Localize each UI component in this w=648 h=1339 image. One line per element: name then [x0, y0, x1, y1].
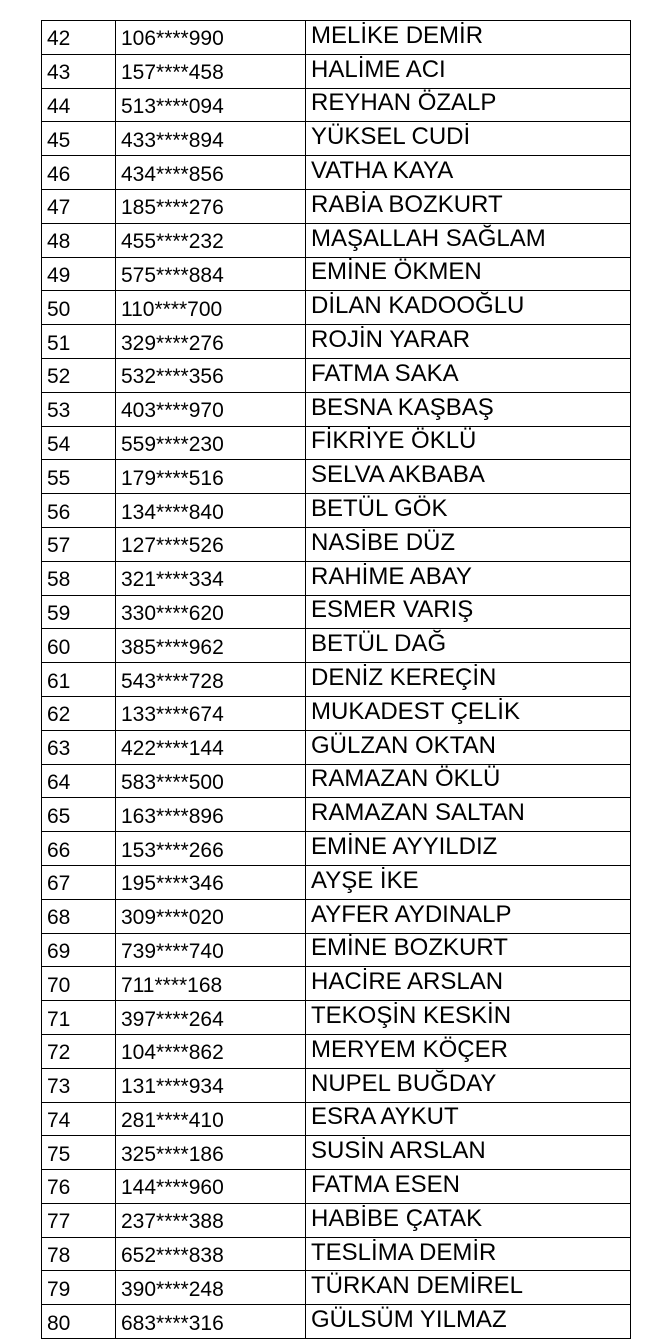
table-row — [42, 663, 631, 697]
table-row — [42, 392, 631, 426]
masked-id-cell: 281****410 — [116, 1102, 306, 1136]
row-number-cell: 69 — [42, 933, 116, 967]
masked-id-cell: 321****334 — [116, 561, 306, 595]
row-number-cell: 75 — [42, 1136, 116, 1170]
full-name-cell: EMİNE BOZKURT — [306, 933, 631, 967]
masked-id-cell: 583****500 — [116, 764, 306, 798]
full-name-cell: MERYEM KÖÇER — [306, 1034, 631, 1068]
full-name-cell: SELVA AKBABA — [306, 460, 631, 494]
table-row — [42, 696, 631, 730]
masked-id-cell: 433****894 — [116, 122, 306, 156]
full-name-cell: YÜKSEL CUDİ — [306, 122, 631, 156]
full-name-cell: FATMA SAKA — [306, 358, 631, 392]
table-row — [42, 595, 631, 629]
full-name-cell: GÜLSÜM YILMAZ — [306, 1305, 631, 1339]
masked-id-cell: 179****516 — [116, 460, 306, 494]
full-name-cell: NUPEL BUĞDAY — [306, 1068, 631, 1102]
row-number-cell: 48 — [42, 223, 116, 257]
full-name-cell: EMİNE AYYILDIZ — [306, 832, 631, 866]
table-row — [42, 257, 631, 291]
row-number-cell: 70 — [42, 967, 116, 1001]
table-row — [42, 1034, 631, 1068]
full-name-cell: TESLİMA DEMİR — [306, 1237, 631, 1271]
masked-id-cell: 330****620 — [116, 595, 306, 629]
masked-id-cell: 543****728 — [116, 663, 306, 697]
masked-id-cell: 397****264 — [116, 1001, 306, 1035]
full-name-cell: TEKOŞİN KESKİN — [306, 1001, 631, 1035]
table-row — [42, 1001, 631, 1035]
row-number-cell: 74 — [42, 1102, 116, 1136]
table-row — [42, 88, 631, 122]
table-row — [42, 291, 631, 325]
row-number-cell: 58 — [42, 561, 116, 595]
masked-id-cell: 739****740 — [116, 933, 306, 967]
row-number-cell: 47 — [42, 189, 116, 223]
table-row — [42, 156, 631, 190]
masked-id-cell: 185****276 — [116, 189, 306, 223]
full-name-cell: REYHAN ÖZALP — [306, 88, 631, 122]
masked-id-cell: 195****346 — [116, 865, 306, 899]
full-name-cell: RAMAZAN ÖKLÜ — [306, 764, 631, 798]
row-number-cell: 80 — [42, 1305, 116, 1339]
table-row — [42, 629, 631, 663]
row-number-cell: 43 — [42, 54, 116, 88]
row-number-cell: 46 — [42, 156, 116, 190]
row-number-cell: 60 — [42, 629, 116, 663]
row-number-cell: 73 — [42, 1068, 116, 1102]
table-row — [42, 1203, 631, 1237]
full-name-cell: DENİZ KEREÇİN — [306, 663, 631, 697]
masked-id-cell: 455****232 — [116, 223, 306, 257]
table-row — [42, 122, 631, 156]
full-name-cell: BESNA KAŞBAŞ — [306, 392, 631, 426]
full-name-cell: FİKRİYE ÖKLÜ — [306, 426, 631, 460]
table-row — [42, 832, 631, 866]
table-row — [42, 1068, 631, 1102]
table-row — [42, 1170, 631, 1204]
masked-id-cell: 513****094 — [116, 88, 306, 122]
masked-id-cell: 683****316 — [116, 1305, 306, 1339]
masked-id-cell: 652****838 — [116, 1237, 306, 1271]
table-row — [42, 1271, 631, 1305]
masked-id-cell: 309****020 — [116, 899, 306, 933]
full-name-cell: ROJİN YARAR — [306, 325, 631, 359]
full-name-cell: AYFER AYDINALP — [306, 899, 631, 933]
full-name-cell: TÜRKAN DEMİREL — [306, 1271, 631, 1305]
full-name-cell: RABİA BOZKURT — [306, 189, 631, 223]
full-name-cell: MUKADEST ÇELİK — [306, 696, 631, 730]
row-number-cell: 49 — [42, 257, 116, 291]
full-name-cell: GÜLZAN OKTAN — [306, 730, 631, 764]
full-name-cell: NASİBE DÜZ — [306, 527, 631, 561]
row-number-cell: 66 — [42, 832, 116, 866]
masked-id-cell: 106****990 — [116, 21, 306, 55]
full-name-cell: AYŞE İKE — [306, 865, 631, 899]
full-name-cell: FATMA ESEN — [306, 1170, 631, 1204]
row-number-cell: 71 — [42, 1001, 116, 1035]
masked-id-cell: 104****862 — [116, 1034, 306, 1068]
recipient-table-body — [42, 21, 631, 1339]
masked-id-cell: 131****934 — [116, 1068, 306, 1102]
table-row — [42, 223, 631, 257]
full-name-cell: ESRA AYKUT — [306, 1102, 631, 1136]
masked-id-cell: 157****458 — [116, 54, 306, 88]
masked-id-cell: 385****962 — [116, 629, 306, 663]
row-number-cell: 68 — [42, 899, 116, 933]
masked-id-cell: 559****230 — [116, 426, 306, 460]
masked-id-cell: 325****186 — [116, 1136, 306, 1170]
row-number-cell: 44 — [42, 88, 116, 122]
row-number-cell: 54 — [42, 426, 116, 460]
masked-id-cell: 403****970 — [116, 392, 306, 426]
row-number-cell: 45 — [42, 122, 116, 156]
table-row — [42, 426, 631, 460]
masked-id-cell: 575****884 — [116, 257, 306, 291]
table-row — [42, 494, 631, 528]
full-name-cell: BETÜL GÖK — [306, 494, 631, 528]
table-row — [42, 54, 631, 88]
row-number-cell: 52 — [42, 358, 116, 392]
row-number-cell: 67 — [42, 865, 116, 899]
masked-id-cell: 532****356 — [116, 358, 306, 392]
row-number-cell: 59 — [42, 595, 116, 629]
table-row — [42, 325, 631, 359]
masked-id-cell: 163****896 — [116, 798, 306, 832]
masked-id-cell: 134****840 — [116, 494, 306, 528]
table-row — [42, 798, 631, 832]
masked-id-cell: 133****674 — [116, 696, 306, 730]
masked-id-cell: 110****700 — [116, 291, 306, 325]
table-row — [42, 967, 631, 1001]
full-name-cell: MELİKE DEMİR — [306, 21, 631, 55]
full-name-cell: HACİRE ARSLAN — [306, 967, 631, 1001]
full-name-cell: HABİBE ÇATAK — [306, 1203, 631, 1237]
table-row — [42, 358, 631, 392]
table-row — [42, 764, 631, 798]
full-name-cell: RAMAZAN SALTAN — [306, 798, 631, 832]
masked-id-cell: 390****248 — [116, 1271, 306, 1305]
masked-id-cell: 144****960 — [116, 1170, 306, 1204]
row-number-cell: 65 — [42, 798, 116, 832]
row-number-cell: 42 — [42, 21, 116, 55]
masked-id-cell: 329****276 — [116, 325, 306, 359]
row-number-cell: 78 — [42, 1237, 116, 1271]
row-number-cell: 61 — [42, 663, 116, 697]
masked-id-cell: 434****856 — [116, 156, 306, 190]
table-row — [42, 730, 631, 764]
row-number-cell: 51 — [42, 325, 116, 359]
table-row — [42, 561, 631, 595]
row-number-cell: 53 — [42, 392, 116, 426]
masked-id-cell: 127****526 — [116, 527, 306, 561]
table-row — [42, 460, 631, 494]
full-name-cell: MAŞALLAH SAĞLAM — [306, 223, 631, 257]
row-number-cell: 63 — [42, 730, 116, 764]
masked-id-cell: 422****144 — [116, 730, 306, 764]
table-row — [42, 899, 631, 933]
full-name-cell: ESMER VARIŞ — [306, 595, 631, 629]
table-row — [42, 865, 631, 899]
row-number-cell: 56 — [42, 494, 116, 528]
table-row — [42, 1102, 631, 1136]
full-name-cell: SUSİN ARSLAN — [306, 1136, 631, 1170]
masked-id-cell: 711****168 — [116, 967, 306, 1001]
full-name-cell: HALİME ACI — [306, 54, 631, 88]
table-row — [42, 933, 631, 967]
full-name-cell: EMİNE ÖKMEN — [306, 257, 631, 291]
full-name-cell: RAHİME ABAY — [306, 561, 631, 595]
row-number-cell: 77 — [42, 1203, 116, 1237]
table-row — [42, 527, 631, 561]
row-number-cell: 76 — [42, 1170, 116, 1204]
row-number-cell: 57 — [42, 527, 116, 561]
row-number-cell: 64 — [42, 764, 116, 798]
recipient-table — [41, 20, 631, 1339]
full-name-cell: VATHA KAYA — [306, 156, 631, 190]
table-row — [42, 1136, 631, 1170]
row-number-cell: 72 — [42, 1034, 116, 1068]
full-name-cell: BETÜL DAĞ — [306, 629, 631, 663]
table-row — [42, 21, 631, 55]
row-number-cell: 62 — [42, 696, 116, 730]
table-row — [42, 1237, 631, 1271]
row-number-cell: 50 — [42, 291, 116, 325]
row-number-cell: 55 — [42, 460, 116, 494]
full-name-cell: DİLAN KADOOĞLU — [306, 291, 631, 325]
table-row — [42, 1305, 631, 1339]
masked-id-cell: 153****266 — [116, 832, 306, 866]
masked-id-cell: 237****388 — [116, 1203, 306, 1237]
table-row — [42, 189, 631, 223]
row-number-cell: 79 — [42, 1271, 116, 1305]
